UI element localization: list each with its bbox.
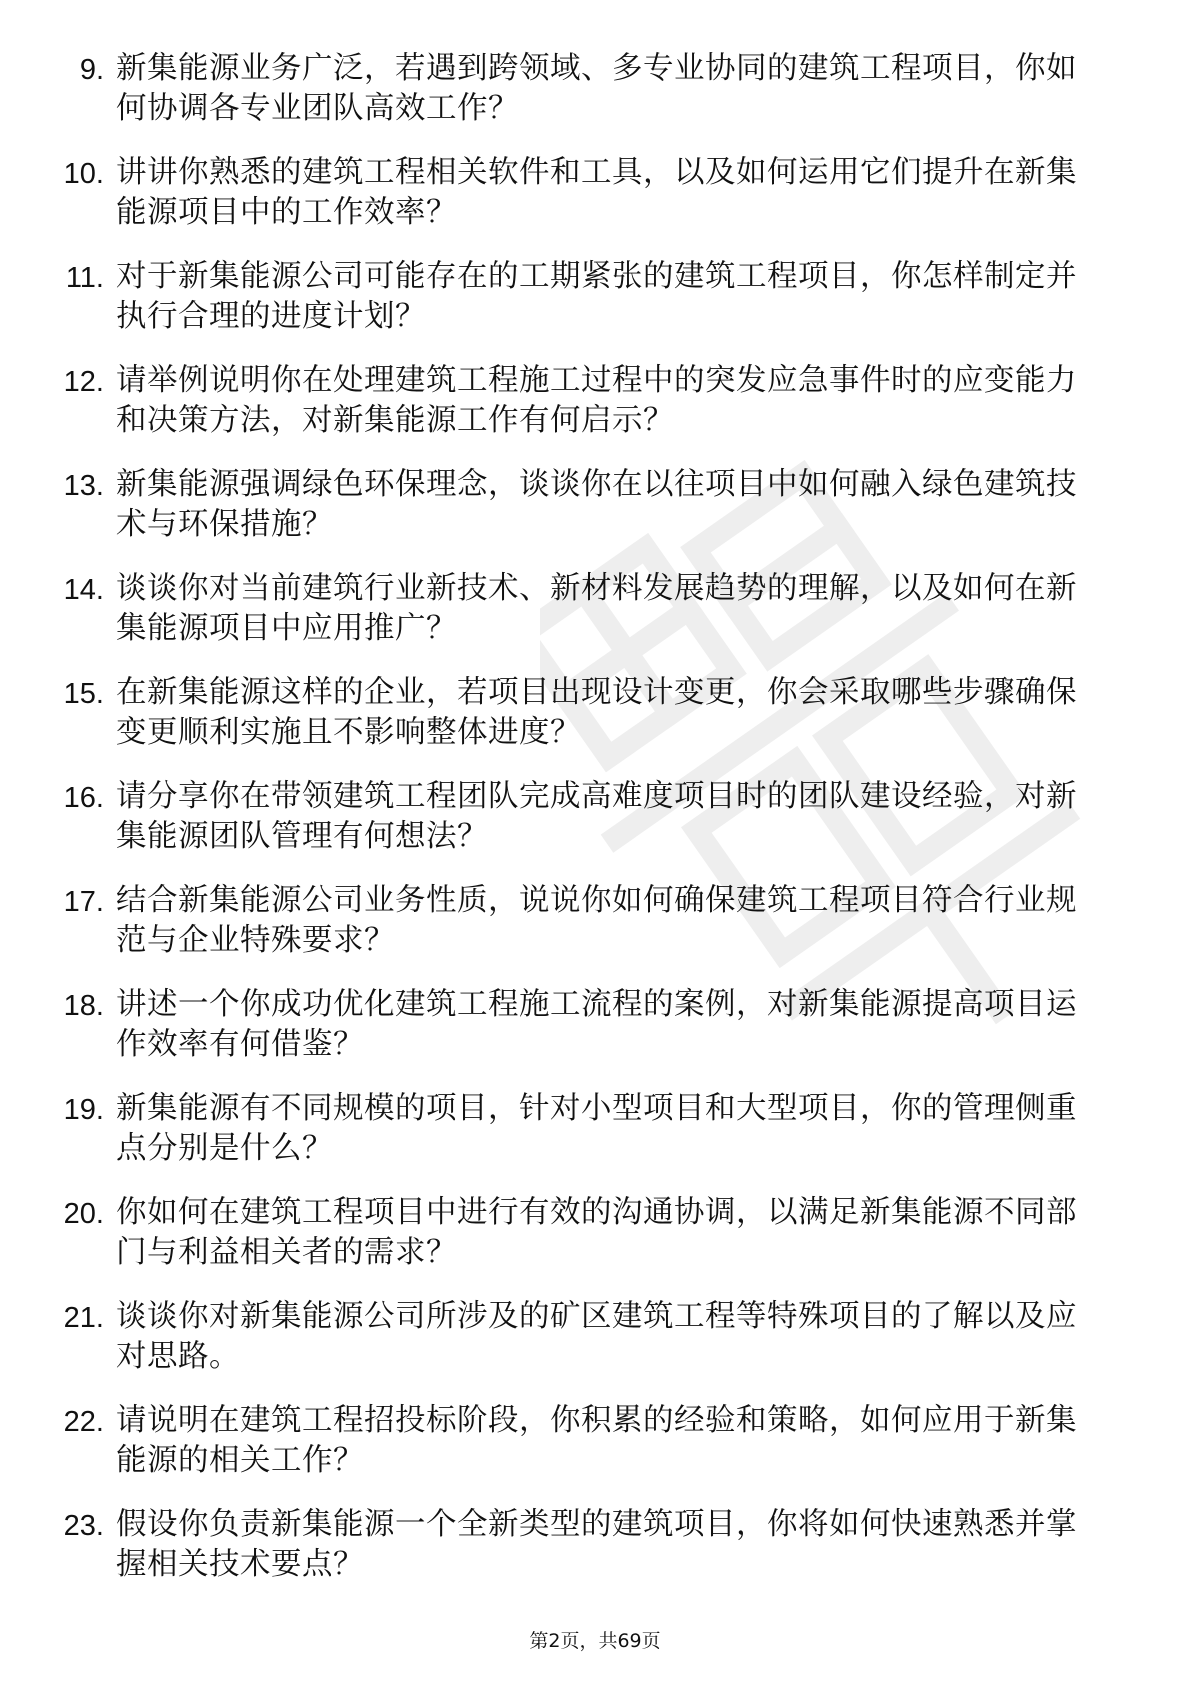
question-number: 23. xyxy=(63,1510,104,1542)
question-number: 10. xyxy=(63,158,104,190)
question-number: 21. xyxy=(63,1302,104,1334)
question-item xyxy=(0,673,1190,777)
question-number: 9. xyxy=(79,54,104,86)
question-item xyxy=(0,361,1190,465)
question-item xyxy=(0,1089,1190,1193)
question-number: 14. xyxy=(63,574,104,606)
question-item xyxy=(0,569,1190,673)
question-number: 19. xyxy=(63,1094,104,1126)
question-text: 请举例说明你在处理建筑工程施工过程中的突发应急事件时的应变能力和决策方法，对新集能源工作有何启示？ xyxy=(116,363,1077,438)
question-item xyxy=(0,153,1190,257)
question-item xyxy=(0,1505,1190,1609)
question-item xyxy=(0,881,1190,985)
question-text: 结合新集能源公司业务性质，说说你如何确保建筑工程项目符合行业规范与企业特殊要求？ xyxy=(116,883,1077,958)
page-footer: 第2页，共69页 xyxy=(529,1630,661,1652)
question-text: 请说明在建筑工程招投标阶段，你积累的经验和策略，如何应用于新集能源的相关工作？ xyxy=(116,1403,1077,1478)
question-number: 18. xyxy=(63,990,104,1022)
question-item xyxy=(0,1193,1190,1297)
question-number: 13. xyxy=(63,470,104,502)
question-text: 对于新集能源公司可能存在的工期紧张的建筑工程项目，你怎样制定并执行合理的进度计划？ xyxy=(116,259,1077,334)
question-number: 11. xyxy=(65,262,104,294)
question-text: 讲述一个你成功优化建筑工程施工流程的案例，对新集能源提高项目运作效率有何借鉴？ xyxy=(116,987,1077,1062)
question-item xyxy=(0,257,1190,361)
question-text: 新集能源有不同规模的项目，针对小型项目和大型项目，你的管理侧重点分别是什么？ xyxy=(116,1091,1077,1166)
question-text: 在新集能源这样的企业，若项目出现设计变更，你会采取哪些步骤确保变更顺利实施且不影响整体进度？ xyxy=(116,675,1077,750)
question-number: 16. xyxy=(63,782,104,814)
question-text: 讲讲你熟悉的建筑工程相关软件和工具，以及如何运用它们提升在新集能源项目中的工作效率？ xyxy=(116,155,1077,230)
question-text: 谈谈你对当前建筑行业新技术、新材料发展趋势的理解，以及如何在新集能源项目中应用推广？ xyxy=(116,571,1077,646)
question-number: 17. xyxy=(63,886,104,918)
question-number: 15. xyxy=(63,678,104,710)
question-text: 你如何在建筑工程项目中进行有效的沟通协调，以满足新集能源不同部门与利益相关者的需求？ xyxy=(116,1195,1077,1270)
question-number: 20. xyxy=(63,1198,104,1230)
question-item xyxy=(0,1297,1190,1401)
question-list xyxy=(0,49,1190,1609)
question-item xyxy=(0,49,1190,153)
question-text: 请分享你在带领建筑工程团队完成高难度项目时的团队建设经验，对新集能源团队管理有何想法？ xyxy=(116,779,1077,854)
question-text: 假设你负责新集能源一个全新类型的建筑项目，你将如何快速熟悉并掌握相关技术要点？ xyxy=(116,1507,1077,1582)
question-text: 新集能源业务广泛，若遇到跨领域、多专业协同的建筑工程项目，你如何协调各专业团队高效工作？ xyxy=(116,51,1077,126)
question-number: 22. xyxy=(63,1406,104,1438)
question-text: 新集能源强调绿色环保理念，谈谈你在以往项目中如何融入绿色建筑技术与环保措施？ xyxy=(116,467,1077,542)
question-item xyxy=(0,1401,1190,1505)
question-item xyxy=(0,985,1190,1089)
question-item xyxy=(0,777,1190,881)
question-item xyxy=(0,465,1190,569)
question-text: 谈谈你对新集能源公司所涉及的矿区建筑工程等特殊项目的了解以及应对思路。 xyxy=(116,1299,1077,1374)
question-number: 12. xyxy=(63,366,104,398)
